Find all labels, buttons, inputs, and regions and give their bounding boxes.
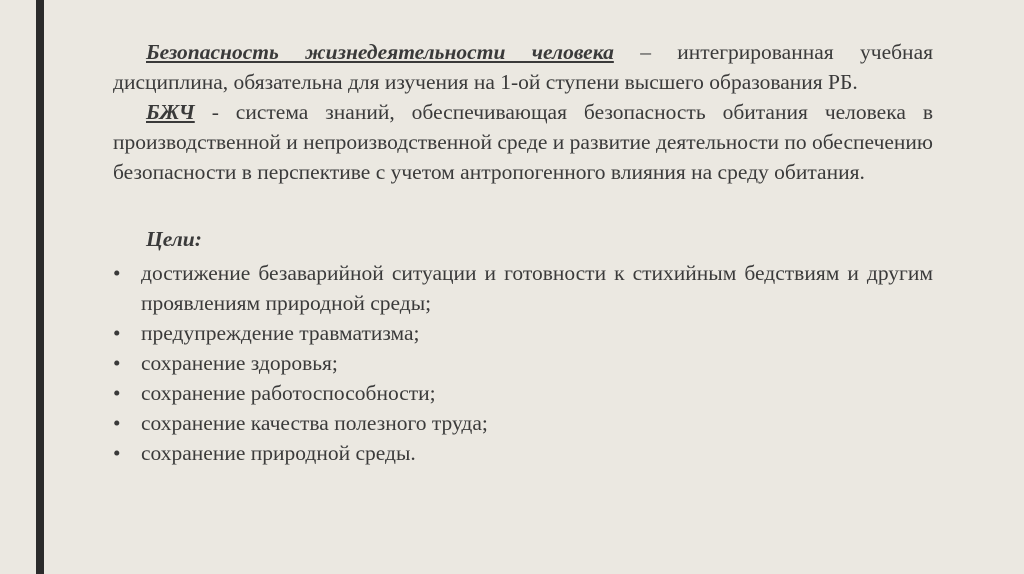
- definition-paragraph: [113, 37, 933, 97]
- bzhch-text: - система знаний, обеспечивающая безопасность обитания человека в производственной и непроизводственной среде и развитие деятельности по обеспечению безопасности в перспективе с учетом антропогенного влияния на среду обитания.: [113, 100, 933, 184]
- definition-term: Безопасность жизнедеятельности человека: [146, 40, 614, 64]
- list-item: • сохранение природной среды.: [113, 438, 933, 468]
- bzhch-term: БЖЧ: [146, 100, 195, 124]
- bzhch-paragraph: [113, 97, 933, 187]
- list-item: • сохранение качества полезного труда;: [113, 408, 933, 438]
- left-accent-bar: [36, 0, 44, 574]
- list-item: • сохранение работоспособности;: [113, 378, 933, 408]
- slide-content: [113, 37, 933, 468]
- list-item: • предупреждение травматизма;: [113, 318, 933, 348]
- goals-list: [113, 258, 933, 468]
- goals-title: Цели:: [146, 227, 202, 251]
- definition-text: – интегрированная учебная дисциплина, обязательна для изучения на 1-ой ступени высшего образования РБ.: [113, 40, 933, 94]
- list-item: • сохранение здоровья;: [113, 348, 933, 378]
- list-item: • достижение безаварийной ситуации и готовности к стихийным бедствиям и другим проявлениям природной среды;: [113, 258, 933, 318]
